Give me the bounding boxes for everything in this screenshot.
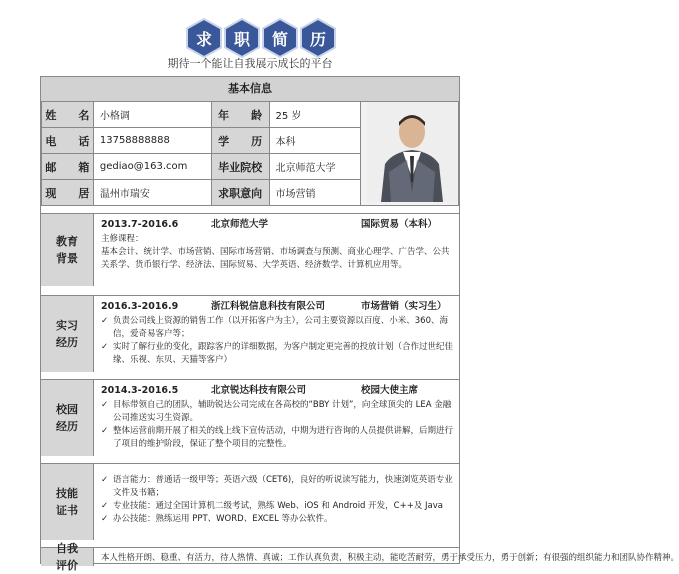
internship-item-text: 实时了解行业的变化，跟踪客户的详细数据，为客户制定更完善的投放计划（合作过世纪佳缘、乐视、东贝、天猫等客户）	[113, 342, 454, 365]
internship-label-cell	[41, 296, 94, 372]
check-icon: ✓	[101, 316, 109, 326]
campus-role: 校园大使主席	[361, 385, 419, 396]
education-date: 2013.7-2016.6	[101, 219, 179, 230]
skills-item-text: 办公技能：熟练运用 PPT、WORD、EXCEL 等办公软件。	[113, 514, 333, 524]
value-phone: 13758888888	[93, 128, 211, 154]
basic-info-table	[41, 101, 459, 206]
label-phone: 电 话	[42, 128, 94, 154]
list-item	[101, 399, 455, 425]
label-school: 毕业院校	[211, 154, 269, 180]
internship-date: 2016.3-2016.9	[101, 301, 179, 312]
campus-company: 北京锐达科技有限公司	[211, 385, 307, 396]
value-name: 小格调	[93, 102, 211, 128]
label-residence: 现 居	[42, 180, 94, 206]
title-char-3: 简	[271, 29, 288, 49]
list-item	[101, 425, 455, 451]
list-item	[101, 341, 455, 367]
education-label: 教育背景	[56, 235, 78, 265]
title-char-2: 职	[233, 29, 250, 49]
title-hex-3	[260, 18, 300, 58]
title-hex-1	[184, 18, 224, 58]
internship-item-text: 负责公司线上资源的销售工作（以开拓客户为主），公司主要资源以百度、小米、360、海信，爱奇易客户等；	[113, 316, 448, 339]
subtitle: 期待一个能让自我展示成长的平台	[167, 57, 333, 70]
value-residence: 温州市瑞安	[93, 180, 211, 206]
education-major: 国际贸易（本科）	[361, 219, 438, 230]
campus-label: 校园经历	[56, 403, 78, 433]
value-degree: 本科	[269, 128, 360, 154]
skills-item-text: 专业技能：通过全国计算机二级考试，熟练 Web、iOS 和 Android 开发，C++及 Java	[113, 501, 443, 511]
label-name: 姓 名	[42, 102, 94, 128]
campus-entry-head	[101, 384, 455, 397]
value-objective: 市场营销	[269, 180, 360, 206]
internship-role: 市场营销（实习生）	[361, 301, 447, 312]
self-eval-line: 本人性格开朗、稳重、有活力，待人热情、真诚；工作认真负责，积极主动，能吃苦耐劳，勇于承受压力，勇于创新；有很强的组织能力和团队协作精神。	[101, 553, 679, 563]
value-email: gediao@163.com	[93, 154, 211, 180]
education-body	[101, 218, 455, 272]
skills-section	[41, 463, 459, 540]
label-age: 年 龄	[211, 102, 269, 128]
profile-photo	[360, 102, 458, 206]
list-item	[101, 315, 455, 341]
title-hex-2	[222, 18, 262, 58]
internship-label: 实习经历	[56, 319, 78, 349]
education-entry-head	[101, 218, 455, 231]
table-row	[42, 102, 459, 128]
education-line: 主修课程：	[101, 234, 144, 244]
internship-body	[101, 300, 455, 367]
title-char-1: 求	[195, 29, 212, 49]
internship-entry-head	[101, 300, 455, 313]
self-eval-label-cell	[41, 542, 94, 572]
skills-item-text: 语言能力：普通话一级甲等；英语六级（CET6)，良好的听说读写能力，快速浏览英语专业文件及书籍；	[113, 475, 453, 498]
campus-item-text: 整体运营前期开展了相关的线上线下宣传活动，中期为进行咨询的人员提供讲解，后期进行了项目的维护阶段，保证了整个项目的完整性。	[113, 426, 454, 449]
education-label-cell	[41, 214, 94, 286]
self-eval-section	[41, 542, 679, 572]
education-school: 北京师范大学	[211, 219, 269, 230]
basic-info-heading: 基本信息	[41, 77, 459, 102]
self-eval-label: 自我评价	[56, 542, 78, 572]
skills-label: 技能证书	[56, 487, 78, 517]
skills-body	[101, 474, 455, 526]
education-section	[41, 213, 459, 286]
title-hex-4	[298, 18, 338, 58]
campus-item-text: 目标带领自己的团队，辅助锐达公司完成在各高校的“BBY 计划”，向全球顶尖的 LEA 金融公司推送实习生资源。	[113, 400, 452, 423]
campus-date: 2014.3-2016.5	[101, 385, 179, 396]
campus-label-cell	[41, 380, 94, 456]
list-item	[101, 513, 455, 526]
internship-company: 浙江科锐信息科技有限公司	[211, 301, 326, 312]
check-icon: ✓	[101, 426, 109, 436]
label-email: 邮 箱	[42, 154, 94, 180]
list-item	[101, 474, 455, 500]
label-objective: 求职意向	[211, 180, 269, 206]
check-icon: ✓	[101, 514, 109, 524]
internship-section	[41, 295, 459, 372]
education-line: 基本会计、统计学、市场营销、国际市场营销、市场调查与预测、商业心理学、广告学、公共关系学、货币银行学、经济法、国际贸易、大学英语、经济数学、计算机应用等。	[101, 247, 450, 270]
list-item	[101, 500, 455, 513]
check-icon: ✓	[101, 501, 109, 511]
skills-label-cell	[41, 464, 94, 540]
person-portrait-icon	[367, 102, 457, 202]
campus-body	[101, 384, 455, 451]
check-icon: ✓	[101, 400, 109, 410]
value-age: 25 岁	[269, 102, 360, 128]
resume-sheet	[40, 76, 679, 572]
check-icon: ✓	[101, 342, 109, 352]
title-char-4: 历	[309, 29, 326, 49]
campus-section	[41, 379, 459, 456]
check-icon: ✓	[101, 475, 109, 485]
value-school: 北京师范大学	[269, 154, 360, 180]
label-degree: 学 历	[211, 128, 269, 154]
title-hexagons	[0, 18, 500, 58]
